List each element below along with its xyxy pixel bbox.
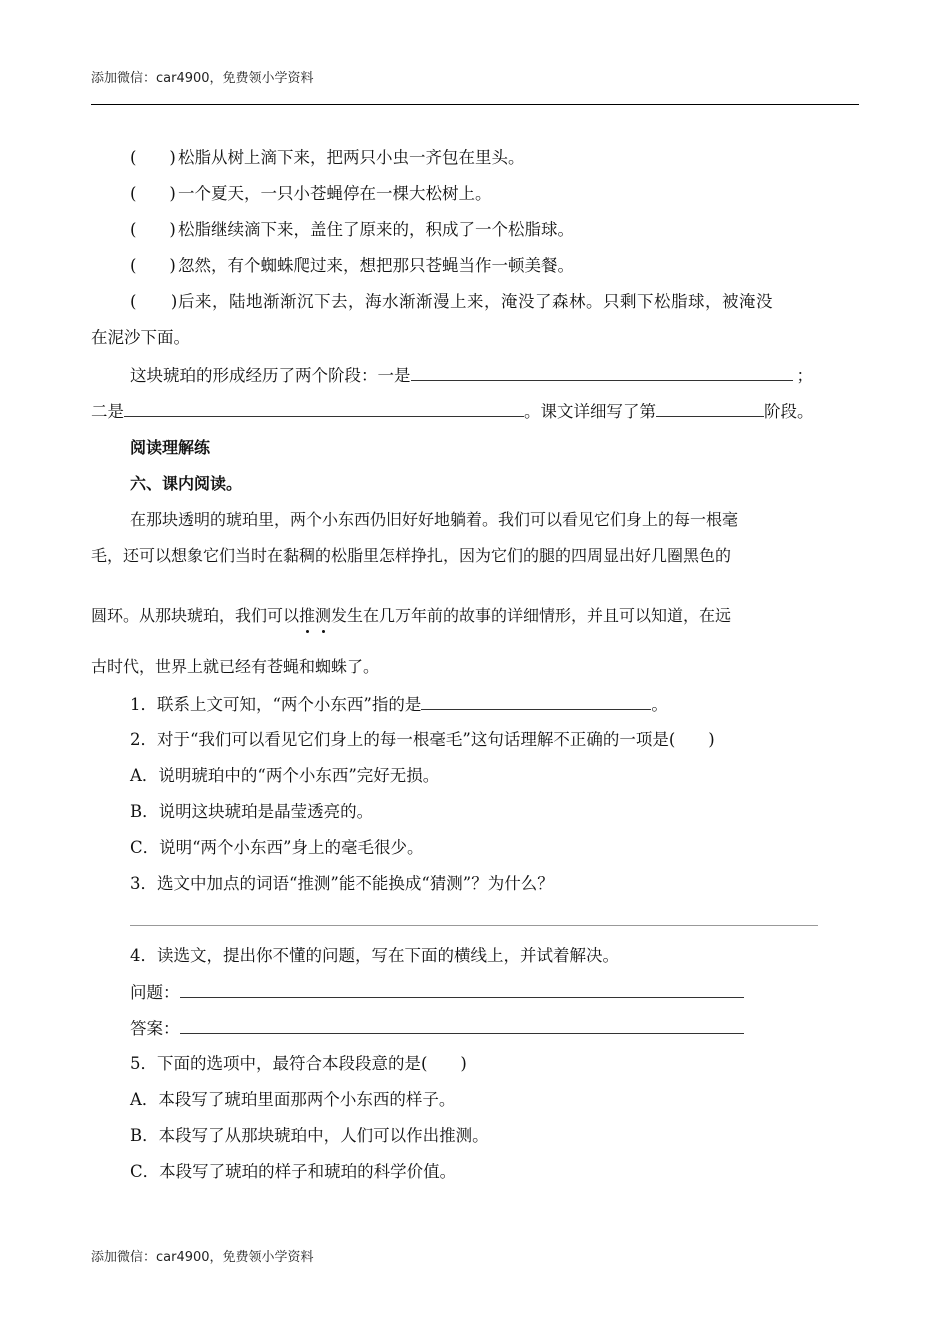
ordering-item-4 xyxy=(130,254,574,278)
question-5: 5．下面的选项中，最符合本段段意的是( ) xyxy=(130,1054,467,1073)
stage-number-blank[interactable] xyxy=(656,399,764,417)
stages-text-2: 二是 xyxy=(91,402,124,421)
dotted-char: 推 xyxy=(299,606,316,625)
question-2: 2．对于“我们可以看见它们身上的每一根毫毛”这句话理解不正确的一项是( ) xyxy=(130,730,715,749)
section-six-heading: 六、课内阅读。 xyxy=(130,474,243,493)
answer-paren[interactable]: ( ) xyxy=(130,148,176,167)
page-footer: 添加微信：car4900，免费领小学资料 xyxy=(91,1250,314,1265)
item-text: 松脂从树上滴下来，把两只小虫一齐包在里头。 xyxy=(178,148,525,167)
stages-line-1 xyxy=(130,363,813,388)
passage-line-4: 古时代，世界上就已经有苍蝇和蜘蛛了。 xyxy=(91,657,380,676)
item-text: 后来，陆地渐渐沉下去，海水渐渐漫上来，淹没了森林。只剩下松脂球，被淹没 xyxy=(178,292,773,311)
section-practice-heading: 阅读理解练 xyxy=(130,438,211,457)
question-4: 4．读选文，提出你不懂的问题，写在下面的横线上，并试着解决。 xyxy=(130,946,619,965)
stages-text-1: 这块琥珀的形成经历了两个阶段：一是 xyxy=(130,366,411,385)
question-4-answer-blank[interactable] xyxy=(180,1016,744,1034)
question-4-question-blank[interactable] xyxy=(180,980,744,998)
question-1-text: 1．联系上文可知，“两个小东西”指的是 xyxy=(130,695,422,714)
passage-line-1: 在那块透明的琥珀里，两个小东西仍旧好好地躺着。我们可以看见它们身上的每一根毫 xyxy=(130,510,739,529)
question-1-end: 。 xyxy=(651,695,668,714)
passage-line-3-start: 圆环。从那块琥珀，我们可以 xyxy=(91,606,300,625)
question-4-question-row xyxy=(130,980,744,1005)
ordering-item-5 xyxy=(130,290,773,314)
answer-paren[interactable]: ( ) xyxy=(130,220,176,239)
passage-line-3 xyxy=(91,604,731,628)
item-text: 忽然，有个蜘蛛爬过来，想把那只苍蝇当作一顿美餐。 xyxy=(178,256,574,275)
stages-semicolon: ； xyxy=(796,366,813,385)
question-3: 3．选文中加点的词语“推测”能不能换成“猜测”？为什么？ xyxy=(130,874,554,893)
stages-line-2 xyxy=(91,399,814,424)
stages-text-3: 。课文详细写了第 xyxy=(524,402,656,421)
stage-two-blank[interactable] xyxy=(124,399,524,417)
stages-text-4: 阶段。 xyxy=(764,402,814,421)
ordering-item-2 xyxy=(130,182,492,206)
question-2-option-b[interactable]: B．说明这块琥珀是晶莹透亮的。 xyxy=(130,802,374,821)
stage-one-blank[interactable] xyxy=(411,363,793,381)
question-2-option-a[interactable]: A．说明琥珀中的“两个小东西”完好无损。 xyxy=(130,766,440,785)
header-rule xyxy=(91,104,859,105)
ordering-item-3 xyxy=(130,218,574,242)
question-1 xyxy=(130,692,668,717)
item-text: 一个夏天，一只小苍蝇停在一棵大松树上。 xyxy=(178,184,492,203)
answer-label: 答案： xyxy=(130,1019,180,1038)
ordering-item-1 xyxy=(130,146,525,170)
question-5-option-a[interactable]: A．本段写了琥珀里面那两个小东西的样子。 xyxy=(130,1090,456,1109)
ordering-item-5-cont: 在泥沙下面。 xyxy=(91,328,190,347)
question-5-option-b[interactable]: B．本段写了从那块琥珀中，人们可以作出推测。 xyxy=(130,1126,489,1145)
question-label: 问题： xyxy=(130,983,180,1002)
question-5-option-c[interactable]: C．本段写了琥珀的样子和琥珀的科学价值。 xyxy=(130,1162,457,1181)
question-1-blank[interactable] xyxy=(421,692,651,710)
question-4-answer-row xyxy=(130,1016,744,1041)
passage-line-3-end: 发生在几万年前的故事的详细情形，并且可以知道，在远 xyxy=(331,606,732,625)
item-text: 松脂继续滴下来，盖住了原来的，积成了一个松脂球。 xyxy=(178,220,574,239)
question-3-answer-line[interactable] xyxy=(130,925,818,926)
answer-paren[interactable]: ( ) xyxy=(130,256,176,275)
question-2-option-c[interactable]: C．说明“两个小东西”身上的毫毛很少。 xyxy=(130,838,424,857)
dotted-char: 测 xyxy=(315,606,332,625)
answer-paren[interactable]: ( ) xyxy=(130,184,176,203)
page-header: 添加微信：car4900，免费领小学资料 xyxy=(91,71,314,86)
passage-line-2: 毛，还可以想象它们当时在黏稠的松脂里怎样挣扎，因为它们的腿的四周显出好几圈黑色的 xyxy=(91,546,732,565)
answer-paren[interactable]: ( ) xyxy=(130,292,178,311)
